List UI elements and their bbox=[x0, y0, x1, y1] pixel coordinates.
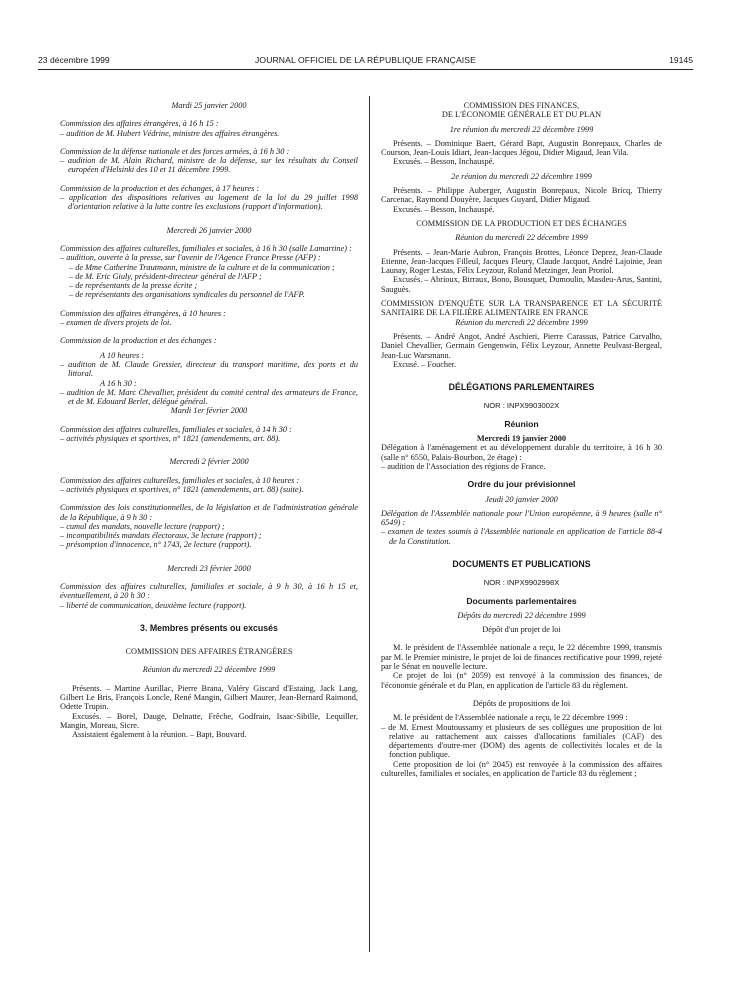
right-paragraph: Documents parlementaires bbox=[466, 595, 577, 606]
right-paragraph: DÉLÉGATIONS PARLEMENTAIRES bbox=[448, 382, 595, 393]
spacer bbox=[381, 369, 662, 383]
left-paragraph: Commission des affaires culturelles, familiales et sociale, à 9 h 30, à 16 h 15 et, éventuellement, à 20 h 30 : bbox=[60, 581, 358, 601]
right-paragraph: Jeudi 20 janvier 2000 bbox=[485, 494, 558, 504]
right-paragraph: Excusés. – Besson, Inchauspé. bbox=[393, 204, 495, 214]
right-paragraph: 1re réunion du mercredi 22 décembre 1999 bbox=[449, 124, 594, 134]
left-paragraph: 3. Membres présents ou excusés bbox=[140, 622, 278, 633]
right-paragraph: Dépôt d'un projet de loi bbox=[482, 625, 561, 635]
right-column bbox=[381, 101, 662, 778]
journal-title: JOURNAL OFFICIEL DE LA RÉPUBLIQUE FRANÇAISE bbox=[255, 55, 476, 65]
left-paragraph: Assistaient également à la réunion. – Bapt, Bouvard. bbox=[72, 730, 247, 740]
spacer bbox=[60, 212, 358, 226]
left-paragraph: Commission des affaires étrangères, à 10 heures : bbox=[60, 308, 226, 318]
left-paragraph: – de M. Eric Giuly, président-directeur général de l'AFP ; bbox=[69, 271, 262, 281]
left-paragraph: Commission des affaires culturelles, familiales et sociales, à 14 h 30 : bbox=[60, 424, 292, 434]
spacer bbox=[60, 467, 358, 476]
spacer bbox=[381, 392, 662, 401]
spacer bbox=[60, 327, 358, 336]
left-paragraph: Commission des affaires étrangères, à 16 h 15 : bbox=[60, 119, 219, 129]
spacer bbox=[60, 110, 358, 119]
spacer bbox=[60, 235, 358, 244]
right-paragraph: Réunion du mercredi 22 décembre 1999 bbox=[455, 317, 588, 327]
right-paragraph: NOR : INPX9903002X bbox=[483, 401, 560, 411]
left-paragraph: Commission des affaires culturelles, familiales et sociales, à 10 heures : bbox=[60, 475, 300, 485]
right-paragraph: Réunion du mercredi 22 décembre 1999 bbox=[455, 233, 588, 243]
right-paragraph: Présents. – Philippe Auberger, Augustin Bonrepaux, Nicole Bricq, Thierry Carcenac, Raymond Douyère, Jacques Guyard, Didier Migaud. bbox=[381, 186, 662, 205]
left-paragraph: – activités physiques et sportives, n° 1821 (amendements, art. 88) (suite). bbox=[60, 484, 304, 494]
right-paragraph: DE L'ÉCONOMIE GÉNÉRALE ET DU PLAN bbox=[441, 110, 602, 120]
right-paragraph: Dépôts de propositions de loi bbox=[472, 698, 571, 708]
left-paragraph: Mardi 1er février 2000 bbox=[170, 406, 248, 416]
spacer bbox=[60, 138, 358, 147]
right-paragraph: Présents. – André Angot, André Aschieri, Pierre Carassus, Patrice Carvalho, Daniel Chevallier, Germain Gengenwin, Félix Leyzour, Annette Peulvast-Bergeal, Jean-Luc Warsmann. bbox=[381, 331, 662, 360]
spacer bbox=[381, 569, 662, 578]
right-paragraph: COMMISSION D'ENQUÊTE SUR LA TRANSPARENCE ET LA SÉCURITÉ SANITAIRE DE LA FILIÈRE ALIMENTAIRE EN FRANCE bbox=[381, 299, 662, 318]
left-paragraph: – de représentants de la presse écrite ; bbox=[69, 281, 198, 291]
left-paragraph: Mercredi 23 février 2000 bbox=[167, 563, 251, 573]
spacer bbox=[60, 175, 358, 184]
left-paragraph: – audition de M. Alain Richard, ministre de la défense, sur les résultats du Conseil européen d'Helsinki des 10 et 11 décembre 1999. bbox=[60, 156, 358, 175]
left-paragraph: – examen de divers projets de loi. bbox=[60, 318, 172, 328]
left-paragraph: Commission de la production et des échanges, à 17 heures : bbox=[60, 183, 260, 193]
spacer bbox=[60, 573, 358, 582]
right-paragraph: Réunion bbox=[504, 418, 539, 429]
right-paragraph: – de M. Ernest Moutoussamy et plusieurs de ses collègues une proposition de loi relative au rattachement aux caisses d'allocations familiales (CAF) des départements d'outre-mer (DOM) des agents de collectivités locales et de la fonction publique. bbox=[381, 722, 662, 760]
left-paragraph: Mercredi 26 janvier 2000 bbox=[166, 225, 252, 235]
left-paragraph: – cumul des mandats, nouvelle lecture (rapport) ; bbox=[60, 521, 225, 531]
left-paragraph: – de Mme Catherine Trautmann, ministre de la culture et de la communication ; bbox=[69, 262, 335, 272]
spacer bbox=[60, 300, 358, 309]
left-paragraph: Commission de la défense nationale et des forces armées, à 16 h 30 : bbox=[60, 146, 290, 156]
spacer bbox=[60, 494, 358, 503]
right-paragraph: Dépôts du mercredi 22 décembre 1999 bbox=[457, 610, 586, 620]
left-paragraph: – audition de M. Marc Chevallier, président du comité central des armateurs de France, et de M. Edouard Berlet, délégué général. bbox=[60, 387, 358, 407]
right-paragraph: Excusés. – Abrioux, Birraux, Bono, Bousquet, Dumoulin, Masdeu-Arus, Santini, Sauguès. bbox=[381, 275, 662, 294]
right-paragraph: Présents. – Jean-Marie Aubron, François Brottes, Léonce Deprez, Jean-Claude Etienne, Jean-Jacques Filleul, Jacques Fleury, Claude Jacquot, André Lajoinie, Jean Launay, Roger Lestas, Félix Leyzour, Roland Metzinger, Jean Proriol. bbox=[381, 247, 662, 276]
left-paragraph: – présomption d'innocence, n° 1743, 2e lecture (rapport). bbox=[60, 540, 252, 550]
right-paragraph: Excusé. – Foucher. bbox=[393, 359, 457, 369]
left-paragraph: Excusés. – Borel, Dauge, Delnatte, Frêche, Godfrain, Isaac-Sibille, Lequiller, Mangin, Moreau, Sicre. bbox=[60, 711, 358, 730]
right-paragraph: Présents. – Dominique Baert, Gérard Bapt, Augustin Bonrepaux, Charles de Courson, Jean-Louis Idiart, Jean-Jacques Jégou, Didier Migaud, Jean Vila. bbox=[381, 138, 662, 158]
spacer bbox=[60, 416, 358, 425]
right-paragraph: Délégation à l'aménagement et au développement durable du territoire, à 16 h 30 (salle n° 6550, Palais-Bourbon, 2e étage) : bbox=[381, 443, 662, 462]
right-paragraph: Ordre du jour prévisionnel bbox=[467, 479, 576, 490]
header-date: 23 décembre 1999 bbox=[38, 55, 110, 65]
right-paragraph: Cette proposition de loi (n° 2045) est renvoyée à la commission des affaires culturelles, familiales et sociales, en application de l'article 83 du règlement ; bbox=[381, 759, 662, 779]
left-paragraph: Mardi 25 janvier 2000 bbox=[171, 101, 247, 110]
spacer bbox=[60, 443, 358, 457]
left-paragraph: A 10 heures : bbox=[100, 350, 145, 360]
right-paragraph: – audition de l'Association des régions de France. bbox=[381, 461, 546, 471]
left-paragraph: COMMISSION DES AFFAIRES ÉTRANGÈRES bbox=[125, 647, 293, 657]
left-paragraph: Commission de la production et des échanges : bbox=[60, 336, 217, 346]
left-paragraph: Présents. – Martine Aurillac, Pierre Brana, Valéry Giscard d'Estaing, Jack Lang, Gilbert Le Bris, François Loncle, René Mangin, Gilbert Maurer, Jean-Bernard Raimond, Odette Trupin. bbox=[60, 683, 358, 712]
right-paragraph: M. le président de l'Assemblée nationale a reçu, le 22 décembre 1999 : bbox=[393, 713, 628, 723]
right-paragraph: 2e réunion du mercredi 22 décembre 1999 bbox=[451, 171, 592, 181]
left-paragraph: – de représentants des organisations syndicales du personnel de l'AFP. bbox=[69, 290, 305, 300]
left-paragraph: – incompatibilités mandats électoraux, 3e lecture (rapport) ; bbox=[60, 531, 262, 541]
right-paragraph: NOR : INPX9902998X bbox=[483, 578, 560, 588]
left-paragraph: – audition de M. Hubert Védrine, ministre des affaires étrangères. bbox=[60, 128, 280, 138]
page-number: 19145 bbox=[669, 55, 693, 65]
left-paragraph: Commission des affaires culturelles, familiales et sociales, à 16 h 30 (salle Lamartine) : bbox=[60, 243, 352, 253]
left-paragraph: – audition de M. Claude Gressier, directeur du transport maritime, des ports et du littoral. bbox=[60, 359, 358, 379]
spacer bbox=[381, 546, 662, 560]
column-divider bbox=[369, 96, 370, 952]
right-paragraph: M. le président de l'Assemblée nationale a reçu, le 22 décembre 1999, transmis par M. le Premier ministre, le projet de loi de finances rectificative pour 1999, rejeté par le Sénat en nouvelle lecture. bbox=[381, 643, 662, 672]
left-paragraph: Mercredi 2 février 2000 bbox=[169, 457, 249, 467]
right-paragraph: Excusés. – Besson, Inchauspé. bbox=[393, 157, 495, 167]
right-paragraph: DOCUMENTS ET PUBLICATIONS bbox=[452, 558, 591, 569]
left-paragraph: Réunion du mercredi 22 décembre 1999 bbox=[142, 665, 276, 675]
right-paragraph: Ce projet de loi (n° 2059) est renvoyé à la commission des finances, de l'économie générale et du Plan, en application de l'article 83 du règlement. bbox=[381, 671, 662, 690]
left-paragraph: Commission des lois constitutionnelles, de la législation et de l'administration générale de la République, à 9 h 30 : bbox=[60, 503, 358, 522]
spacer bbox=[60, 550, 358, 564]
right-paragraph: Mercredi 19 janvier 2000 bbox=[476, 434, 567, 444]
left-paragraph: – application des dispositions relatives au logement de la loi du 29 juillet 1998 d'orientation relative à la lutte contre les exclusions (rapport d'information). bbox=[60, 193, 358, 212]
spacer bbox=[60, 656, 358, 665]
left-column bbox=[60, 101, 358, 740]
spacer bbox=[381, 634, 662, 643]
left-paragraph: A 16 h 30 : bbox=[100, 378, 137, 388]
right-paragraph: Délégation de l'Assemblée nationale pour l'Union européenne, à 9 heures (salle n° 6549) : bbox=[381, 508, 662, 528]
spacer bbox=[60, 675, 358, 684]
right-paragraph: COMMISSION DE LA PRODUCTION ET DES ÉCHANGES bbox=[416, 218, 627, 228]
left-paragraph: – audition, ouverte à la presse, sur l'avenir de l'Agence France Presse (AFP) : bbox=[60, 253, 321, 263]
left-paragraph: – liberté de communication, deuxième lecture (rapport). bbox=[60, 600, 247, 610]
right-paragraph: COMMISSION DES FINANCES, bbox=[463, 101, 580, 110]
spacer bbox=[60, 633, 358, 647]
header-rule bbox=[38, 69, 693, 70]
spacer bbox=[60, 610, 358, 624]
running-header bbox=[38, 55, 693, 69]
left-paragraph: – activités physiques et sportives, n° 1821 (amendements, art. 88). bbox=[60, 434, 281, 444]
spacer bbox=[381, 690, 662, 699]
right-paragraph: – examen de textes soumis à l'Assemblée nationale en application de l'article 88-4 de la Constitution. bbox=[381, 527, 662, 546]
